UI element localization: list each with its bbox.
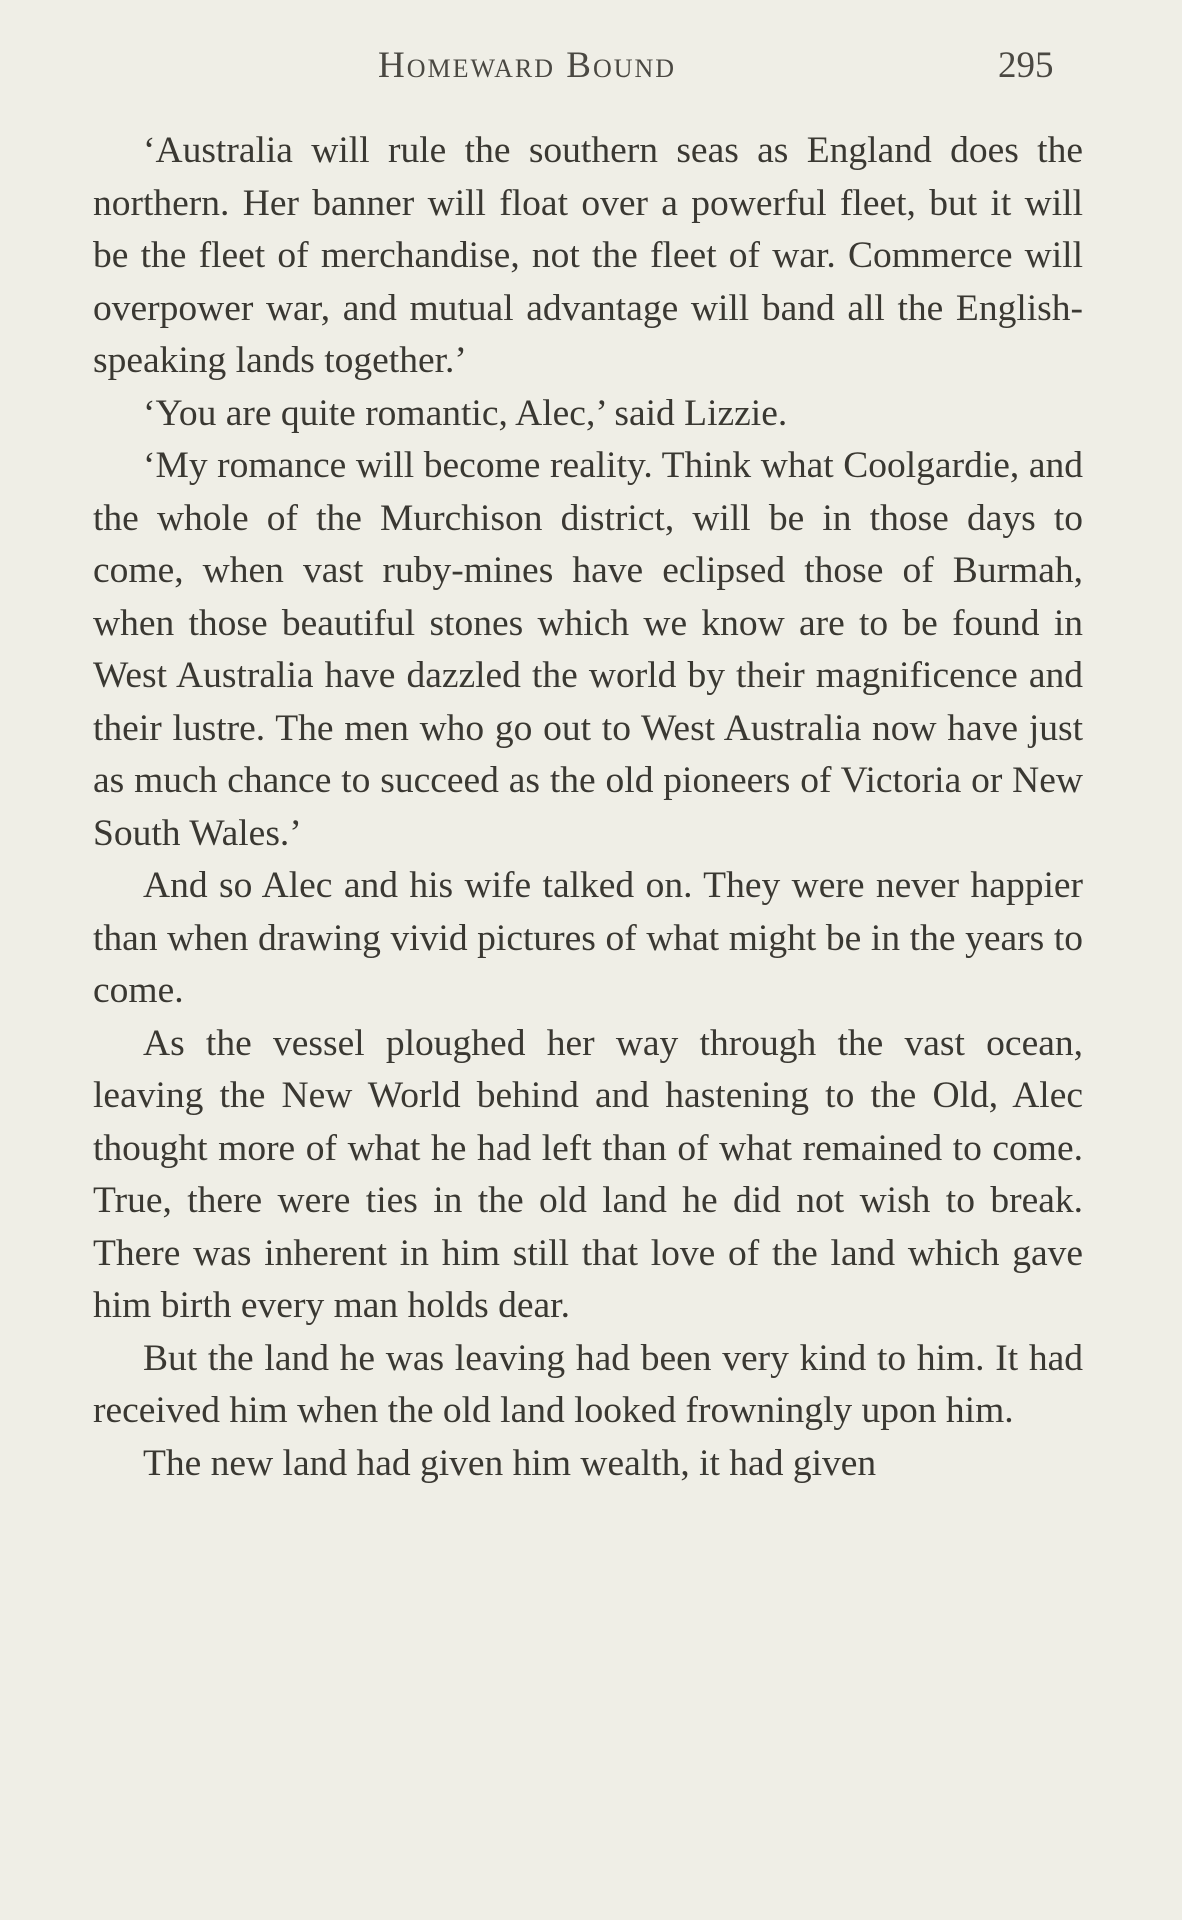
paragraph: The new land had given him wealth, it had given bbox=[143, 1442, 877, 1484]
page-header bbox=[0, 44, 1182, 94]
paragraph: ‘You are quite romantic, Alec,’ said Lizzie. bbox=[143, 392, 788, 434]
body-text bbox=[93, 125, 1083, 1490]
paragraph: But the land he was leaving had been very kind to him. It had received him when the old land looked frowningly upon him. bbox=[93, 1337, 1083, 1431]
paragraph: As the vessel ploughed her way through the vast ocean, leaving the New World behind and hastening to the Old, Alec thought more of what he had left than of what remained to come. True, there were ties in the old land he did not wish to break. There was inherent in him still that love of the land which gave him birth every man holds dear. bbox=[93, 1022, 1083, 1326]
paragraph: ‘Australia will rule the southern seas as England does the northern. Her banner will float over a powerful fleet, but it will be the fleet of merchandise, not the fleet of war. Commerce will overpower war, and mutual advantage will band all the English-speaking lands together.’ bbox=[93, 130, 1083, 381]
paragraph: ‘My romance will become reality. Think what Coolgardie, and the whole of the Murchison district, will be in those days to come, when vast ruby-mines have eclipsed those of Burmah, when those beautiful stones which we know are to be found in West Australia have dazzled the world by their magnificence and their lustre. The men who go out to West Australia now have just as much chance to succeed as the old pioneers of Victoria or New South Wales.’ bbox=[93, 445, 1083, 854]
page-number: 295 bbox=[998, 45, 1054, 86]
running-title: Homeward Bound bbox=[378, 45, 677, 86]
paragraph: And so Alec and his wife talked on. They were never happier than when drawing vivid pictures of what might be in the years to come. bbox=[93, 865, 1083, 1011]
